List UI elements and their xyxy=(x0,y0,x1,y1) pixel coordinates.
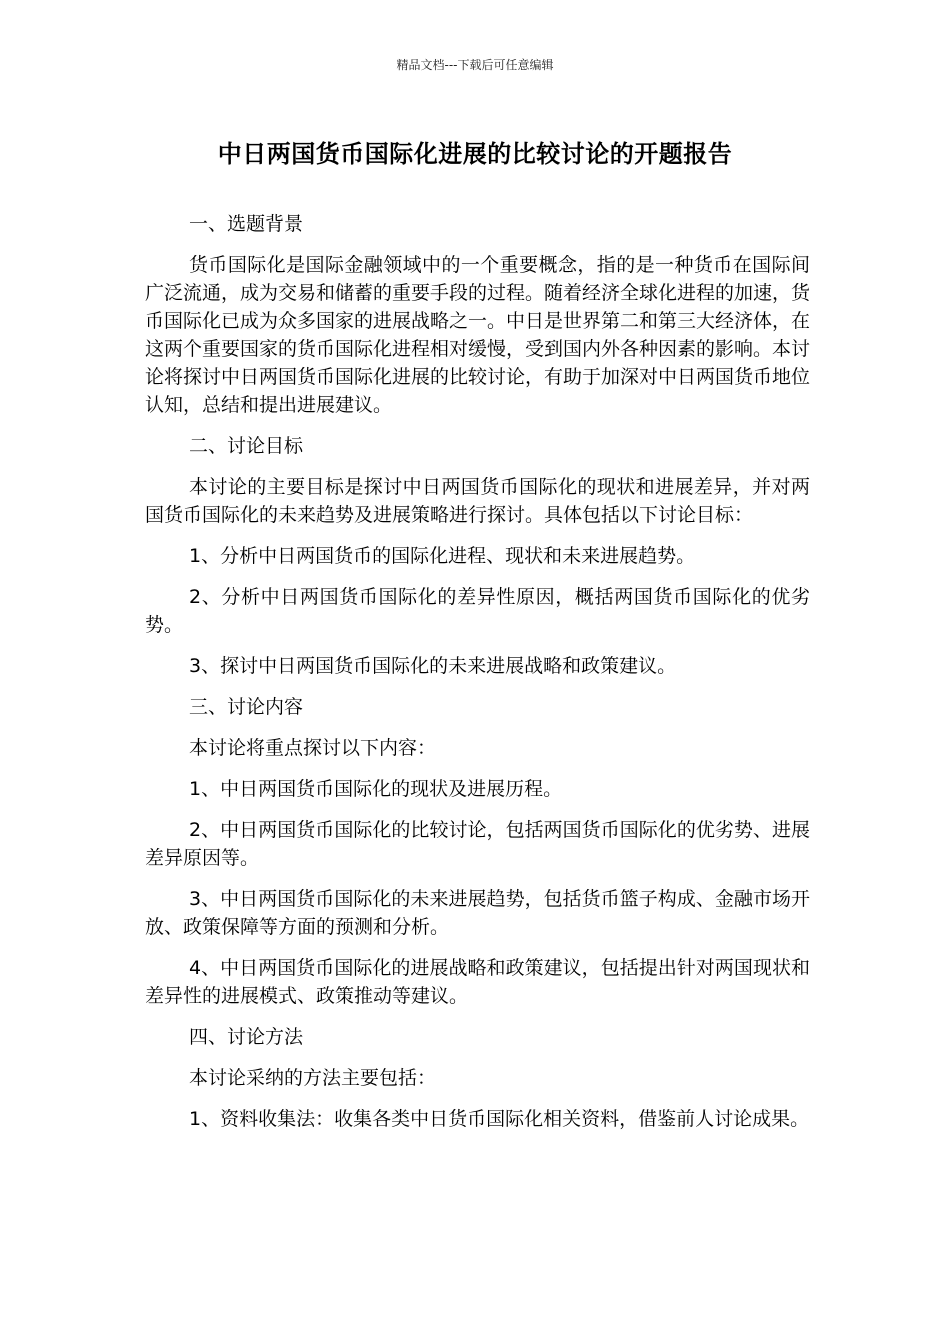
section-heading: 一、选题背景 xyxy=(189,213,304,235)
section-heading: 三、讨论内容 xyxy=(189,696,304,718)
list-item: 1、中日两国货币国际化的现状及进展历程。 xyxy=(189,778,563,800)
section-heading: 二、讨论目标 xyxy=(189,435,304,457)
list-item: 4、中日两国货币国际化的进展战略和政策建议，包括提出针对两国现状和差异性的进展模式、政策推动等建议。 xyxy=(145,957,810,1007)
document-body xyxy=(145,210,810,1146)
document-title: 中日两国货币国际化进展的比较讨论的开题报告 xyxy=(217,140,733,168)
list-item: 1、资料收集法：收集各类中日货币国际化相关资料，借鉴前人讨论成果。 xyxy=(189,1108,810,1130)
body-paragraph: 本讨论采纳的方法主要包括： xyxy=(189,1067,437,1089)
section-heading: 四、讨论方法 xyxy=(189,1026,304,1048)
body-paragraph: 货币国际化是国际金融领域中的一个重要概念，指的是一种货币在国际间广泛流通，成为交易和储蓄的重要手段的过程。随着经济全球化进程的加速，货币国际化已成为众多国家的进展战略之一。中日是世界第二和第三大经济体，在这两个重要国家的货币国际化进程相对缓慢，受到国内外各种因素的影响。本讨论将探讨中日两国货币国际化进展的比较讨论，有助于加深对中日两国货币地位认知，总结和提出进展建议。 xyxy=(145,254,811,416)
list-item: 2、分析中日两国货币国际化的差异性原因，概括两国货币国际化的优劣势。 xyxy=(145,586,810,636)
list-item: 3、探讨中日两国货币国际化的未来进展战略和政策建议。 xyxy=(189,655,677,677)
body-paragraph: 本讨论将重点探讨以下内容： xyxy=(189,737,437,759)
body-paragraph: 本讨论的主要目标是探讨中日两国货币国际化的现状和进展差异，并对两国货币国际化的未来趋势及进展策略进行探讨。具体包括以下讨论目标： xyxy=(145,476,810,526)
list-item: 2、中日两国货币国际化的比较讨论，包括两国货币国际化的优劣势、进展差异原因等。 xyxy=(145,819,810,869)
header-note: 精品文档---下载后可任意编辑 xyxy=(396,58,554,72)
list-item: 3、中日两国货币国际化的未来进展趋势，包括货币篮子构成、金融市场开放、政策保障等方面的预测和分析。 xyxy=(145,888,810,938)
list-item: 1、分析中日两国货币的国际化进程、现状和未来进展趋势。 xyxy=(189,545,696,567)
